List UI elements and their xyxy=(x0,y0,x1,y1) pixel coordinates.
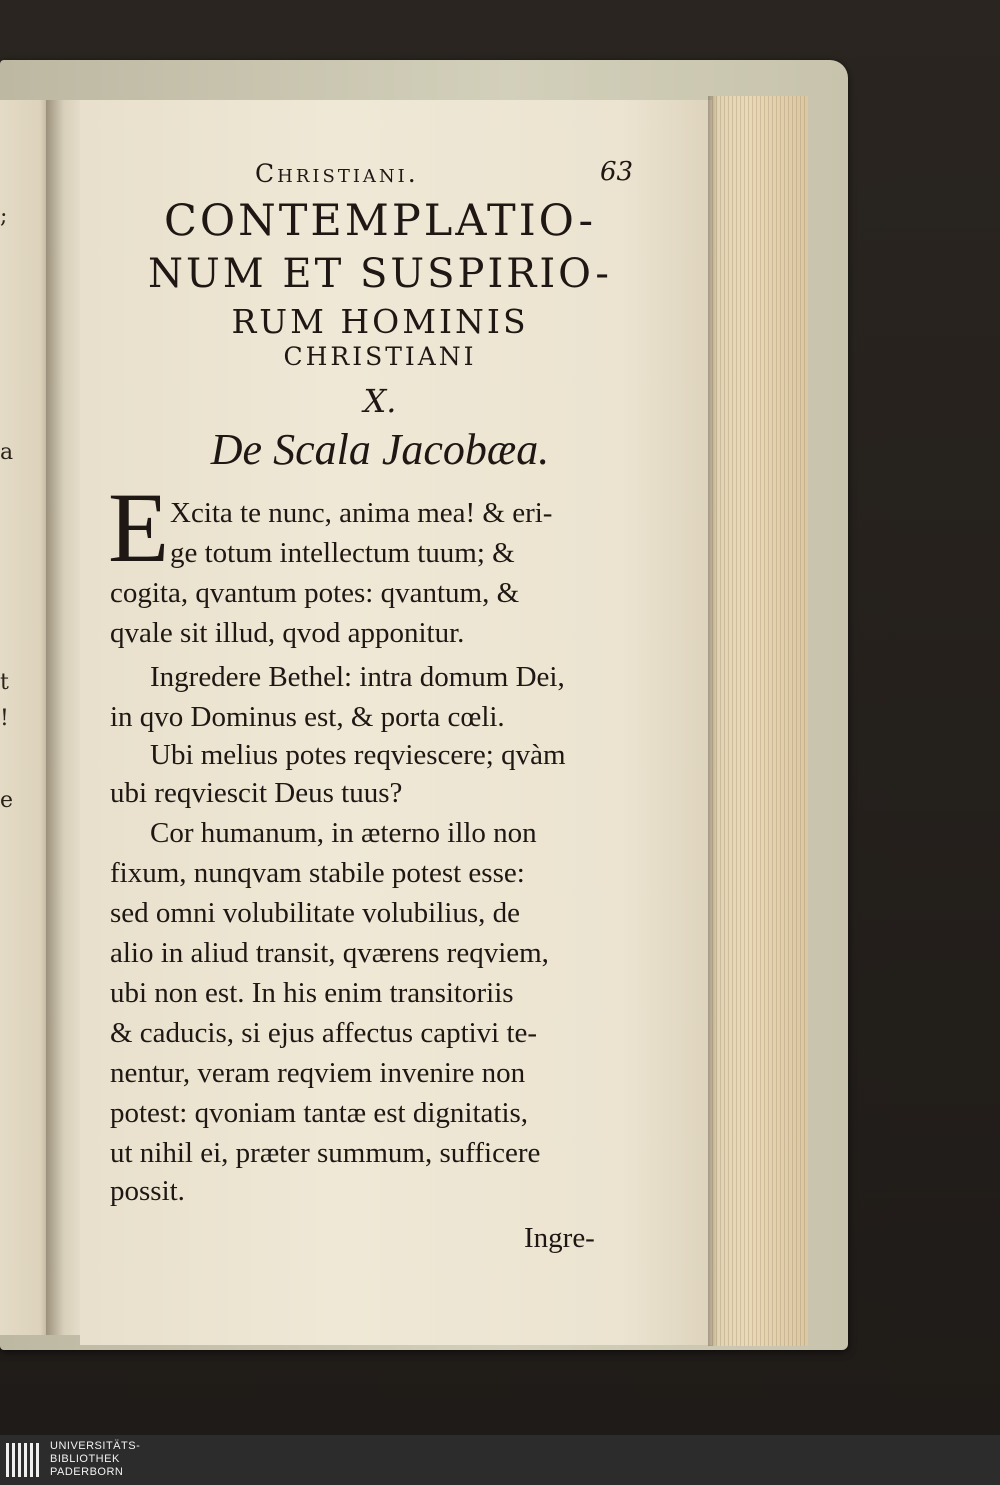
body-line: potest: qvoniam tantæ est dignitatis, xyxy=(110,1097,529,1129)
title-line: CHRISTIANI xyxy=(283,342,477,371)
body-line: possit. xyxy=(110,1175,185,1207)
running-head: Christiani. xyxy=(255,159,419,188)
drop-cap: E xyxy=(108,472,170,583)
library-name-line: UNIVERSITÄTS- xyxy=(50,1440,141,1452)
left-page-fragment: ; xyxy=(0,204,8,229)
body-line: Ubi melius potes reqviescere; qvàm xyxy=(150,739,566,771)
body-line: alio in aliud transit, qværens reqviem, xyxy=(110,937,549,969)
library-logo-icon xyxy=(6,1443,42,1481)
body-line: nentur, veram reqviem invenire non xyxy=(110,1057,526,1089)
body-line: ubi non est. In his enim transitoriis xyxy=(110,977,514,1009)
left-page-fragment: ! xyxy=(0,706,9,731)
body-line: & caducis, si ejus affectus captivi te- xyxy=(110,1017,538,1049)
title-line: CONTEMPLATIO- xyxy=(163,196,597,246)
left-page-fragment: e xyxy=(0,788,14,813)
title-line: NUM ET SUSPIRIO- xyxy=(148,251,612,297)
body-line: ubi reqviescit Deus tuus? xyxy=(110,777,403,809)
body-line: in qvo Dominus est, & porta cœli. xyxy=(110,701,505,733)
body-line: Ingredere Bethel: intra domum Dei, xyxy=(150,661,565,693)
body-line: fixum, nunqvam stabile potest esse: xyxy=(110,857,525,889)
body-line: sed omni volubilitate volubilius, de xyxy=(110,897,520,929)
chapter-number: X. xyxy=(363,382,397,420)
body-line: Cor humanum, in æterno illo non xyxy=(150,817,537,849)
left-page-fragment: a xyxy=(0,440,14,465)
library-name-line: BIBLIOTHEK xyxy=(50,1453,120,1465)
library-name xyxy=(50,1440,250,1479)
catchword: Ingre- xyxy=(524,1222,595,1254)
library-name-line: PADERBORN xyxy=(50,1466,124,1478)
chapter-title: De Scala Jacobæa. xyxy=(210,425,550,474)
library-footer xyxy=(0,1435,1000,1485)
left-page-fragment: t xyxy=(0,670,9,695)
page-number: 63 xyxy=(600,157,634,187)
title-line: RUM HOMINIS xyxy=(231,302,529,341)
body-line: Xcita te nunc, anima mea! & eri- xyxy=(170,497,553,529)
body-line: cogita, qvantum potes: qvantum, & xyxy=(110,577,520,609)
body-line: ut nihil ei, præter summum, sufficere xyxy=(110,1137,541,1169)
body-line: ge totum intellectum tuum; & xyxy=(170,537,515,569)
body-line: qvale sit illud, qvod apponitur. xyxy=(110,617,465,649)
